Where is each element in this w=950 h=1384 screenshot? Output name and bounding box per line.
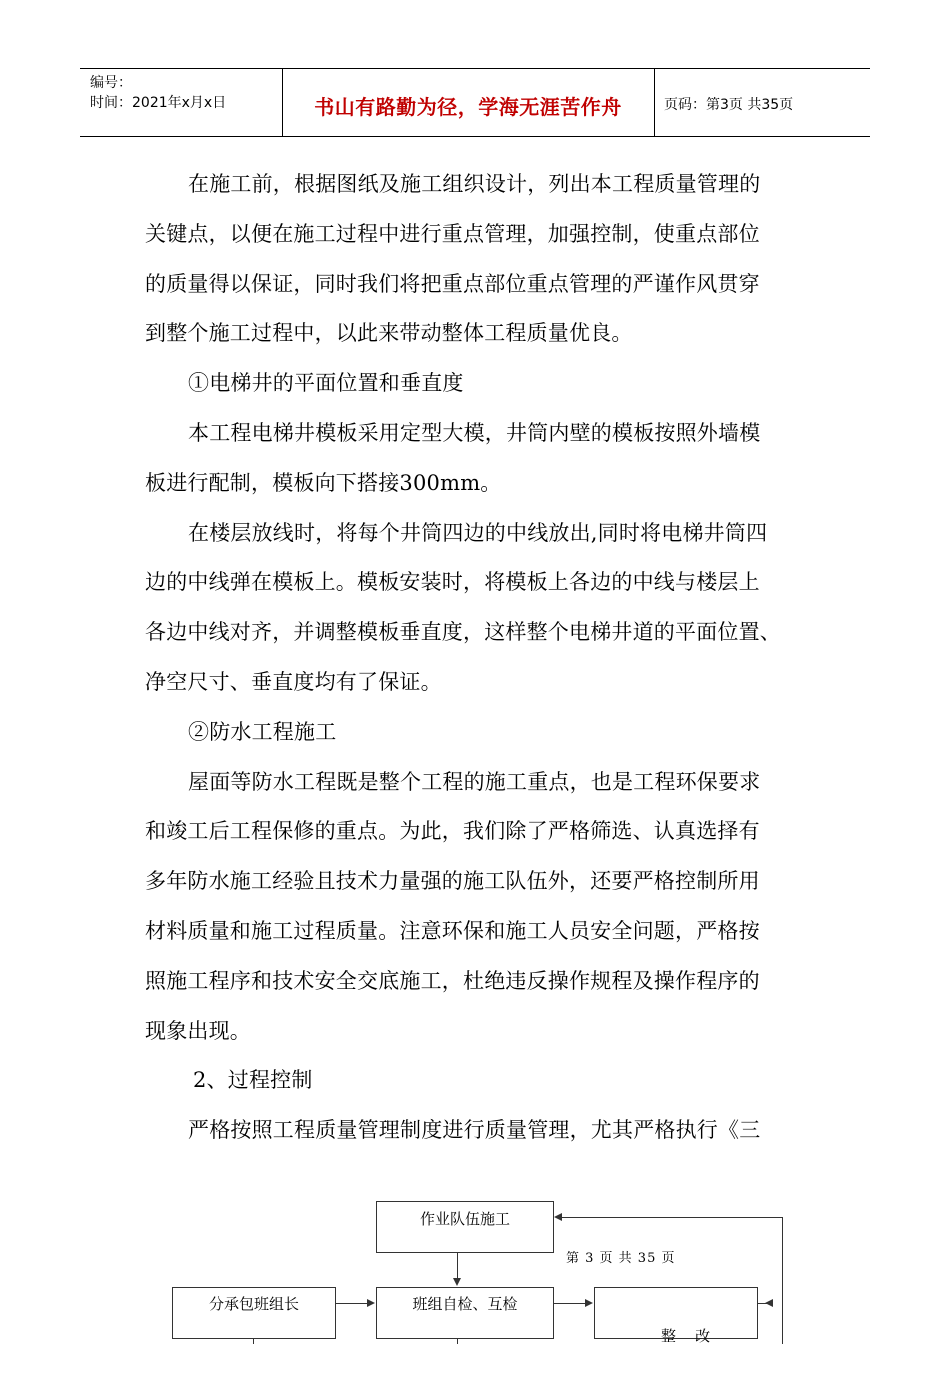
section-heading: ②防水工程施工	[188, 719, 337, 744]
flow-connector	[553, 1303, 585, 1304]
paragraph-line: 板进行配制，模板向下搭接300mm。	[145, 470, 502, 495]
paragraph-line: 边的中线弹在模板上。模板安装时，将模板上各边的中线与楼层上	[145, 570, 760, 595]
paragraph-line: 现象出现。	[145, 1018, 251, 1043]
flow-connector	[253, 1338, 254, 1344]
flow-connector	[457, 1252, 458, 1278]
flow-connector	[457, 1338, 458, 1344]
flow-arrow	[367, 1299, 375, 1307]
doc-date-label: 时间：2021年x月x日	[90, 95, 227, 111]
paragraph-line: 和竣工后工程保修的重点。为此，我们除了严格筛选、认真选择有	[145, 819, 760, 844]
flow-box-label: 作业队伍施工	[419, 1210, 510, 1228]
flow-arrow	[453, 1278, 461, 1286]
header-motto: 书山有路勤为径，学海无涯苦作舟	[314, 95, 622, 119]
flow-connector	[782, 1217, 783, 1344]
flow-box-rectify	[594, 1287, 758, 1345]
paragraph-line: 本工程电梯井模板采用定型大模，井筒内壁的模板按照外墙模	[188, 420, 761, 445]
paragraph-line: 在施工前，根据图纸及施工组织设计，列出本工程质量管理的	[188, 172, 761, 196]
paragraph-line: 照施工程序和技术安全交底施工，杜绝违反操作规程及操作程序的	[145, 968, 760, 993]
flow-box-label: 班组自检、互检	[412, 1295, 518, 1313]
flow-box-subcontract-leader	[172, 1287, 336, 1339]
paragraph-line: 严格按照工程质量管理制度进行质量管理，尤其严格执行《三	[188, 1118, 761, 1143]
header-left	[90, 73, 226, 113]
section-heading: ①电梯井的平面位置和垂直度	[188, 371, 464, 396]
flow-box-construction	[376, 1201, 554, 1253]
paragraph-line: 屋面等防水工程既是整个工程的施工重点，也是工程环保要求	[188, 769, 761, 794]
header-page-label: 页码：第3页 共35页	[664, 97, 794, 113]
paragraph-line: 关键点，以便在施工过程中进行重点管理，加强控制，使重点部位	[145, 221, 760, 246]
flow-box-label: 分承包班组长	[208, 1295, 299, 1313]
section-heading: 2、过程控制	[193, 1068, 313, 1093]
paragraph-line: 的质量得以保证，同时我们将把重点部位重点管理的严谨作风贯穿	[145, 271, 760, 296]
document-body	[145, 160, 825, 1156]
flow-connector	[335, 1303, 367, 1304]
paragraph-line: 材料质量和施工过程质量。注意环保和施工人员安全问题，严格按	[145, 918, 760, 943]
flow-connector	[562, 1217, 783, 1218]
doc-number-label: 编号：	[90, 75, 132, 91]
paragraph-line: 净空尺寸、垂直度均有了保证。	[145, 669, 442, 694]
paragraph-line: 各边中线对齐，并调整模板垂直度，这样整个电梯井道的平面位置、	[145, 620, 781, 645]
flow-box-self-check	[376, 1287, 554, 1339]
flow-arrow	[554, 1213, 562, 1221]
flow-arrow	[585, 1299, 593, 1307]
header-divider	[654, 69, 655, 136]
paragraph-line: 到整个施工过程中，以此来带动整体工程质量优良。	[145, 321, 633, 346]
page-footer-number: 第 3 页 共 35 页	[566, 1251, 676, 1266]
page-header	[80, 68, 870, 137]
paragraph-line: 多年防水施工经验且技术力量强的施工队伍外，还要严格控制所用	[145, 869, 760, 894]
flow-box-label: 整 改	[661, 1327, 711, 1345]
paragraph-line: 在楼层放线时，将每个井筒四边的中线放出,同时将电梯井筒四	[188, 520, 768, 545]
flow-arrow	[765, 1299, 773, 1307]
